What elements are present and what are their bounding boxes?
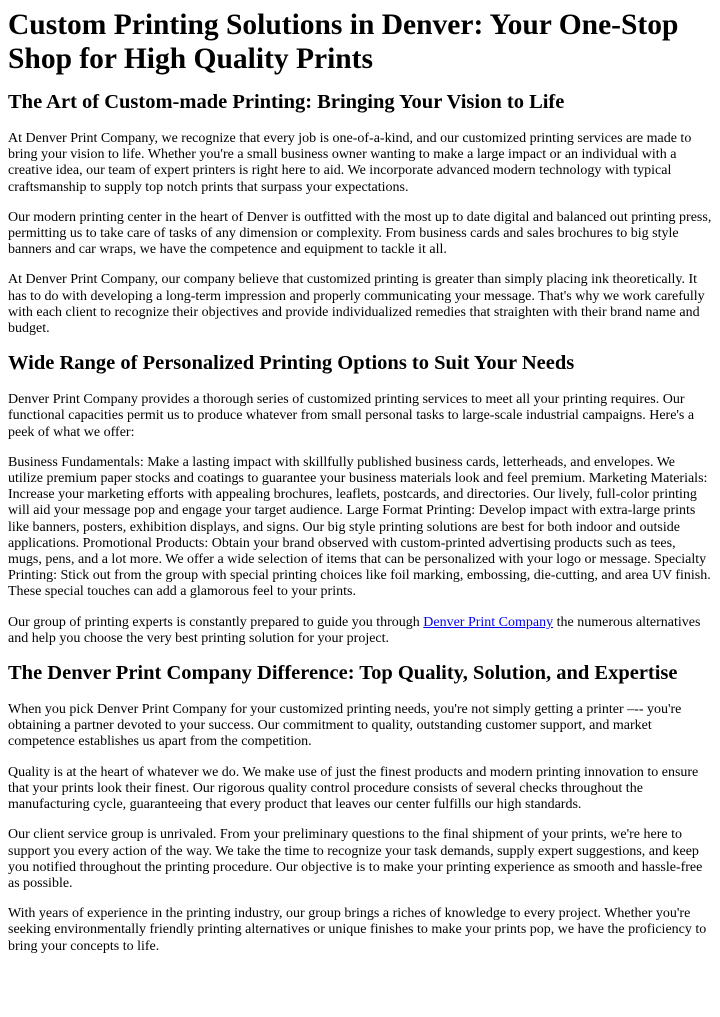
paragraph: Business Fundamentals: Make a lasting impact with skillfully published business cards, letterheads, and envelopes. We utilize premium paper stocks and coatings to guarantee your business materials look and feel premium. Marketing Materials: Increase your marketing efforts with appealing brochures, leaflets, postcards, and directories. Our lively, full-color printing will aid your message pop and engage your target audience. Large Format Printing: Develop impact with extra-large prints like banners, posters, exhibition displays, and signs. Our big style printing solutions are best for both indoor and outside applications. Promotional Products: Obtain your brand observed with custom-printed advertising products such as tees, mugs, pens, and a lot more. We offer a wide selection of items that can be personalized with your logo or message. Specialty Printing: Stick out from the group with special printing choices like foil marking, embossing, die-cutting, and area UV finish. These special touches can add a glamorous feel to your prints. — [8, 454, 711, 600]
section-heading-art-of-printing: The Art of Custom-made Printing: Bringing Your Vision to Life — [8, 91, 565, 113]
denver-print-company-link[interactable]: Denver Print Company — [423, 614, 554, 630]
paragraph: Quality is at the heart of whatever we do. We make use of just the finest products and modern printing innovation to ensure that your prints look their finest. Our rigorous quality control procedure consists of several checks throughout the manufacturing cycle, guaranteeing that every product that leaves our center fulfills our high standards. — [8, 764, 699, 813]
paragraph: Our client service group is unrivaled. From your preliminary questions to the final shipment of your prints, we're here to support you every action of the way. We take the time to recognize your task demands, supply expert suggestions, and keep you notified throughout the printing procedure. Our objective is to make your printing experience as smooth and hassle-free as possible. — [8, 827, 703, 891]
paragraph: Denver Print Company provides a thorough series of customized printing services to meet all your printing requires. Our functional capacities permit us to produce whatever from small personal tasks to large-scale industrial campaigns. Here's a peek of what we offer: — [8, 392, 695, 440]
paragraph: At Denver Print Company, our company believe that customized printing is greater than simply placing ink theoretically. It has to do with developing a long-term impression and properly communicating your message. That's why we work carefully with each client to recognize their objectives and provide individualized remedies that straighten with their brand name and budget. — [8, 272, 705, 337]
paragraph: With years of experience in the printing industry, our group brings a riches of knowledge to every project. Whether you're seeking environmentally friendly printing alternatives or unique finishes to make your prints pop, we have the proficiency to bring your concepts to life. — [8, 906, 707, 954]
section-heading-company-difference: The Denver Print Company Difference: Top Quality, Solution, and Expertise — [8, 662, 678, 685]
paragraph: Our modern printing center in the heart of Denver is outfitted with the most up to date digital and balanced out printing press, permitting us to take care of tasks of any dimension or complexity. From business cards and sales brochures to big style banners and car wraps, we have the competence and equipment to tackle it all. — [8, 209, 712, 258]
paragraph: At Denver Print Company, we recognize that every job is one-of-a-kind, and our customized printing services are made to bring your vision to life. Whether you're a small business owner wanting to make a large impact or an individual with a creative idea, our team of expert printers is right here to aid. We incorporate advanced modern technology with typical craftsmanship to supply top notch prints that surpass your expectations. — [8, 131, 692, 195]
section-heading-printing-options: Wide Range of Personalized Printing Options to Suit Your Needs — [8, 352, 575, 375]
text-run: Our group of printing experts is constantly prepared to guide you through — [8, 614, 424, 630]
paragraph: When you pick Denver Print Company for your customized printing needs, you're not simply getting a printer –-- you're obtaining a partner devoted to your success. Our commitment to quality, outstanding customer support, and market competence establishes us apart from the competition. — [8, 702, 682, 750]
paragraph-with-link — [8, 615, 712, 647]
page-title: Custom Printing Solutions in Denver: Your One-Stop Shop for High Quality Prints — [8, 9, 679, 75]
text-run: the numerous alternatives and help you choose the very best printing solution for your project. — [8, 614, 701, 646]
